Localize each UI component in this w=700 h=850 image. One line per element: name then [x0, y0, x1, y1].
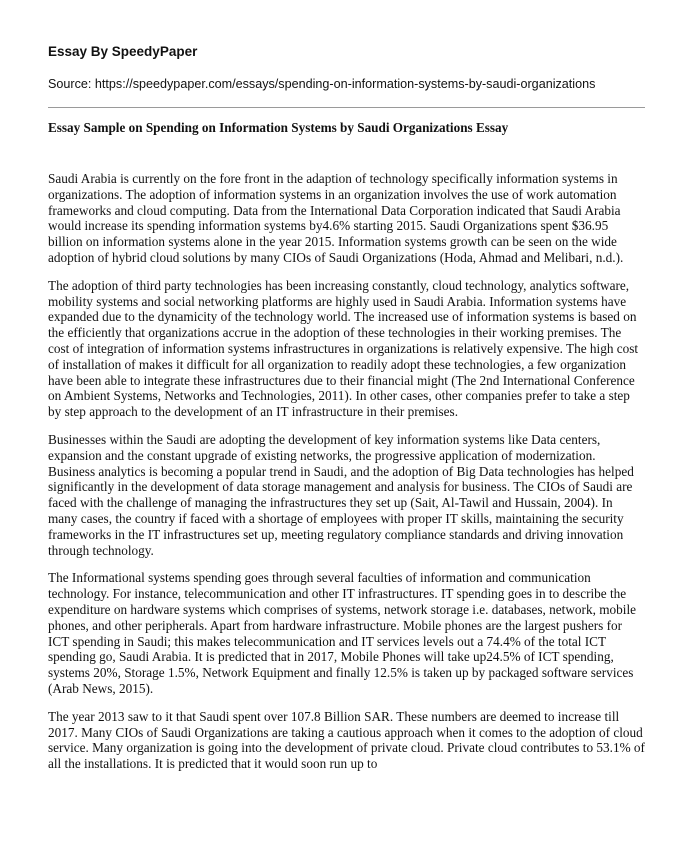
paragraph: The adoption of third party technologies has been increasing constantly, cloud technology, analytics software, mobility systems and social networking platforms are highly used in Saudi Arabia. Information systems have expanded due to the dynamicity of the technology world. The increased use of information systems is based on the efficiently that organizations accrue in the adoption of these technologies in their working premises. The cost of integration of information systems infrastructures in organizations is relatively expensive. The high cost of installation of makes it difficult for all organization to readily adopt these technologies, a few organization have been able to integrate these infrastructures due to their financial might (The 2nd International Conference on Ambient Systems, Networks and Technologies, 2011). In other cases, other companies prefer to take a step by step approach to the development of an IT infrastructure in their premises.: [48, 277, 639, 420]
paragraph: Businesses within the Saudi are adopting the development of key information systems like Data centers, expansion and the constant upgrade of existing networks, the progressive application of modernization. Business analytics is becoming a popular trend in Saudi, and the adoption of Big Data technologies has helped significantly in the development of data storage management and analysis for business. The CIOs of Saudi are faced with the challenge of managing the infrastructures they set up (Sait, Al-Tawil and Hussain, 2004). In many cases, the country if faced with a shortage of employees with proper IT skills, maintaining the security frameworks in the IT infrastructures set up, meeting regulatory compliance standards and driving innovation through technology.: [48, 431, 634, 558]
document-header: [48, 44, 645, 91]
essay-title: Essay Sample on Spending on Information Systems by Saudi Organizations Essay: [48, 120, 509, 135]
paragraph: The year 2013 saw to it that Saudi spent over 107.8 Billion SAR. These numbers are deemed to increase till 2017. Many CIOs of Saudi Organizations are taking a cautious approach when it comes to the adoption of cloud service. Many organization is going into the development of private cloud. Private cloud contributes to 53.1% of all the installations. It is predicted that it would soon run up to: [48, 708, 645, 772]
brand-title: Essay By SpeedyPaper: [48, 44, 198, 59]
paragraph: Saudi Arabia is currently on the fore front in the adaption of technology specifically information systems in organizations. The adoption of information systems in an organization involves the use of work automation frameworks and cloud computing. Data from the International Data Corporation indicated that Saudi Arabia would increase its spending information systems by4.6% starting 2015. Saudi Organizations spent $36.95 billion on information systems alone in the year 2015. Information systems growth can be seen on the wide adoption of hybrid cloud solutions by many CIOs of Saudi Organizations (Hoda, Ahmad and Melibari, n.d.).: [48, 171, 624, 265]
source-line: Source: https://speedypaper.com/essays/spending-on-information-systems-by-saudi-organizations: [48, 77, 596, 91]
essay-body: [48, 171, 645, 772]
paragraph: The Informational systems spending goes through several faculties of information and communication technology. For instance, telecommunication and other IT infrastructures. IT spending goes in to describe the expenditure on hardware systems which comprises of systems, network storage i.e. databases, network, mobile phones, and other peripherals. Apart from hardware infrastructure. Mobile phones are the largest pushers for ICT spending in Saudi; this makes telecommunication and IT services levels out a 74.4% of the total ICT spending go, Saudi Arabia. It is predicted that in 2017, Mobile Phones will take up24.5% of ICT spending, systems 20%, Storage 1.5%, Network Equipment and finally 12.5% is taken up by packaged software services (Arab News, 2015).: [48, 570, 637, 696]
header-divider: [48, 107, 645, 108]
